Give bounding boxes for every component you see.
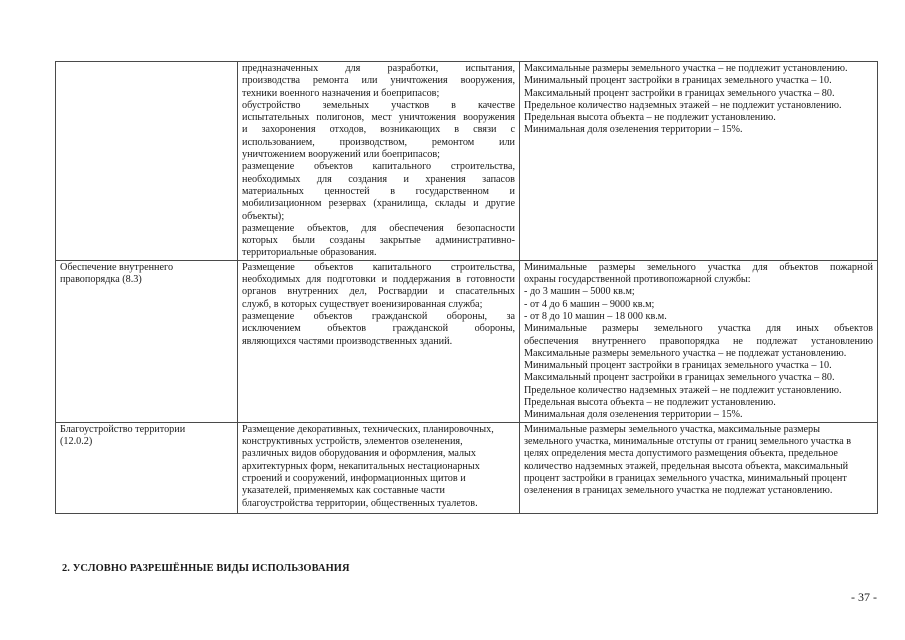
land-use-description-cell bbox=[238, 422, 520, 513]
land-use-description-cell bbox=[238, 260, 520, 422]
text-line: целях определения места допустимого размещения объекта, предельное bbox=[524, 448, 838, 460]
text-line: Минимальный процент застройки в границах земельного участка – 10. bbox=[524, 75, 832, 87]
text-line: являющихся частями производственных зданий. bbox=[242, 335, 453, 347]
text-line: Предельное количество надземных этажей – не подлежит установлению. bbox=[524, 99, 842, 111]
text-line: Обеспечение внутреннего bbox=[60, 261, 174, 273]
text-line: количество надземных этажей, предельная высота объекта, максимальный bbox=[524, 460, 849, 472]
table-row bbox=[56, 62, 878, 261]
text-line: объекты); bbox=[242, 210, 285, 222]
text-line: Размещение декоративных, технических, планировочных, bbox=[242, 423, 494, 435]
page-number: - 37 - bbox=[851, 590, 877, 604]
text-line: Максимальный процент застройки в границах земельного участка – 80. bbox=[524, 87, 835, 99]
text-line: различных видов оборудования и оформления, малых bbox=[242, 448, 476, 460]
land-use-name-cell bbox=[56, 422, 238, 513]
text-line: земельного участка, минимальные отступы от границ земельного участка в bbox=[524, 436, 852, 448]
land-use-name-cell bbox=[56, 62, 238, 261]
text-line: Предельное количество надземных этажей – не подлежит установлению. bbox=[524, 384, 842, 396]
land-use-description-cell bbox=[238, 62, 520, 261]
text-line: испытательных полигонов, мест уничтожения вооружения bbox=[242, 112, 515, 124]
text-line: размещение объектов капитального строительства, bbox=[242, 161, 515, 173]
land-use-parameters-cell bbox=[520, 260, 878, 422]
text-line: конструктивных устройств, элементов озеленения, bbox=[242, 436, 463, 448]
text-line: Предельная высота объекта – не подлежит установлению. bbox=[524, 397, 776, 409]
text-line: которых были созданы закрытые административно- bbox=[242, 235, 515, 247]
table-row bbox=[56, 422, 878, 513]
text-line: Размещение объектов капитального строительства, bbox=[242, 261, 515, 273]
land-use-name-cell bbox=[56, 260, 238, 422]
text-line: Минимальная доля озеленения территории – 15%. bbox=[524, 124, 743, 136]
text-line: Минимальные размеры земельного участка, максимальные размеры bbox=[524, 423, 820, 435]
text-line: Максимальные размеры земельного участка – не подлежат установлению. bbox=[524, 347, 847, 359]
text-line: (12.0.2) bbox=[60, 436, 93, 448]
table-row bbox=[56, 260, 878, 422]
land-use-parameters-cell bbox=[520, 62, 878, 261]
text-line: Предельная высота объекта – не подлежит установлению. bbox=[524, 112, 776, 124]
table-body bbox=[56, 62, 878, 514]
text-line: Минимальные размеры земельного участка для объектов пожарной bbox=[524, 261, 873, 273]
text-line: строений и сооружений, информационных щитов и bbox=[242, 472, 466, 484]
text-line: необходимых для подготовки и поддержания в готовности bbox=[242, 274, 515, 286]
text-line: предназначенных для разработки, испытания, bbox=[242, 63, 515, 74]
text-line: Минимальные размеры земельного участка для иных объектов bbox=[524, 323, 873, 335]
text-line: - от 8 до 10 машин – 18 000 кв.м. bbox=[524, 310, 667, 322]
text-line: обустройство земельных участков в качестве bbox=[242, 99, 515, 111]
text-line: благоустройства территории, общественных туалетов. bbox=[242, 497, 478, 509]
text-line: размещение объектов гражданской обороны, за bbox=[242, 310, 515, 322]
text-line: Минимальная доля озеленения территории – 15%. bbox=[524, 409, 743, 421]
text-line: Благоустройство территории bbox=[60, 423, 186, 435]
text-line: служб, в которых существует военизированная служба; bbox=[242, 298, 483, 310]
text-line: Максимальный процент застройки в границах земельного участка – 80. bbox=[524, 372, 835, 384]
text-line: размещение объектов, для обеспечения безопасности bbox=[242, 222, 515, 234]
text-line: процент застройки в границах земельного участка, минимальный процент bbox=[524, 472, 847, 484]
text-line: архитектурных форм, некапитальных нестационарных bbox=[242, 460, 480, 472]
text-line: указателей, применяемых как составные части bbox=[242, 485, 445, 497]
text-line: правопорядка (8.3) bbox=[60, 274, 142, 286]
text-line: исключением объектов гражданской обороны, bbox=[242, 323, 515, 335]
section-heading: 2. УСЛОВНО РАЗРЕШЁННЫЕ ВИДЫ ИСПОЛЬЗОВАНИЯ bbox=[62, 563, 350, 574]
text-line: органов внутренних дел, Росгвардии и спасательных bbox=[242, 286, 515, 298]
text-line: территориальные образования. bbox=[242, 247, 377, 259]
text-line: мобилизационном резервах (хранилища, склады и другие bbox=[242, 198, 515, 210]
text-line: - до 3 машин – 5000 кв.м; bbox=[524, 286, 635, 298]
land-use-table bbox=[55, 61, 878, 514]
text-line: охраны государственной противопожарной службы: bbox=[524, 274, 751, 286]
text-line: Минимальный процент застройки в границах земельного участка – 10. bbox=[524, 360, 832, 372]
text-line: использованием, производством, ремонтом или bbox=[242, 136, 515, 148]
text-line: обеспечения внутреннего правопорядка не подлежат установлению bbox=[524, 335, 873, 347]
text-line: Максимальные размеры земельного участка – не подлежит установлению. bbox=[524, 63, 848, 74]
text-line: и захоронения отходов, возникающих в связи с bbox=[242, 124, 515, 136]
text-line: производства ремонта или уничтожения вооружения, bbox=[242, 75, 515, 87]
land-use-parameters-cell bbox=[520, 422, 878, 513]
text-line: техники военного назначения и боеприпасов; bbox=[242, 87, 440, 99]
text-line: материальных ценностей в государственном и bbox=[242, 185, 515, 197]
text-line: уничтожением вооружений или боеприпасов; bbox=[242, 149, 440, 161]
text-line: необходимых для создания и хранения запасов bbox=[242, 173, 515, 185]
text-line: озеленения в границах земельного участка не подлежат установлению. bbox=[524, 485, 833, 497]
text-line: - от 4 до 6 машин – 9000 кв.м; bbox=[524, 298, 655, 310]
